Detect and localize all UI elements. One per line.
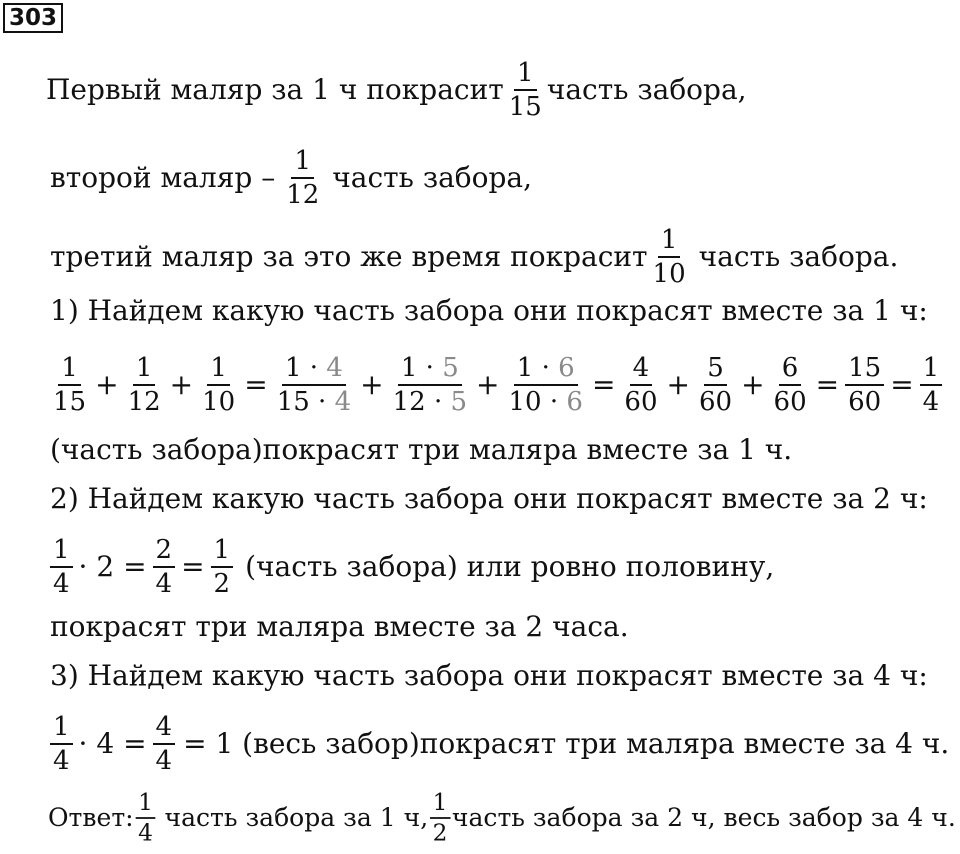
- fraction-1-4: [50, 714, 73, 774]
- numerator: [398, 355, 462, 386]
- multiply-by-two: · 2 =: [78, 550, 147, 583]
- denominator: 15: [508, 92, 542, 122]
- denominator: 60: [624, 387, 658, 417]
- denominator: 10: [652, 259, 686, 289]
- denominator: 4: [155, 746, 173, 776]
- denominator: 4: [155, 569, 173, 599]
- step1-heading: 1) Найдем какую часть забора они покрасят вместе за 1 ч:: [50, 294, 928, 327]
- numerator-base: 1 ·: [516, 353, 550, 383]
- numerator: 1: [211, 537, 234, 568]
- numerator: 1: [514, 60, 537, 91]
- denominator: 60: [698, 387, 733, 417]
- denominator-base: 10 ·: [508, 387, 559, 417]
- multiply-by-four: · 4 =: [78, 727, 147, 760]
- denominator: 10: [202, 387, 236, 417]
- numerator-base: 1 ·: [400, 353, 434, 383]
- step2-equation: [48, 527, 774, 607]
- fraction-6-60: [771, 355, 810, 415]
- equals-sign: =: [244, 368, 268, 401]
- numerator: 1: [50, 714, 73, 745]
- plus-sign: +: [741, 368, 765, 401]
- multiplier: 6: [566, 387, 583, 417]
- plus-sign: +: [666, 368, 690, 401]
- plus-sign: +: [169, 368, 194, 401]
- denominator: 60: [848, 387, 882, 417]
- numerator: 1: [50, 537, 73, 568]
- step2-tail: (часть забора) или ровно половину,: [245, 550, 775, 583]
- intro-line-2: [50, 143, 532, 213]
- multiplier: 5: [450, 387, 468, 417]
- equals-sign: =: [890, 368, 914, 401]
- numerator: [282, 355, 346, 386]
- numerator-base: 1 ·: [284, 353, 319, 383]
- fraction-1-15: [50, 355, 89, 415]
- fraction-expanded-5: [390, 355, 470, 415]
- denominator: 4: [138, 819, 153, 847]
- intro-line-1-tail: часть забора,: [546, 73, 747, 106]
- plus-sign: +: [95, 368, 119, 401]
- multiplier: 4: [326, 353, 343, 383]
- fraction-1-2: [211, 537, 234, 597]
- fraction-4-60: [621, 355, 660, 415]
- fraction-1-2: [430, 791, 450, 845]
- multiplier: 5: [442, 353, 459, 383]
- multiplier: 4: [334, 387, 352, 417]
- numerator: [514, 355, 578, 386]
- denominator-base: 15 ·: [276, 387, 327, 417]
- numerator: 1: [658, 227, 681, 258]
- step2-conclusion: покрасят три маляра вместе за 2 часа.: [50, 610, 629, 643]
- denominator: 4: [53, 746, 70, 776]
- equals-sign: =: [181, 550, 205, 583]
- fraction-1-4: [135, 791, 155, 845]
- answer-part-1: часть забора за 1 ч,: [164, 802, 429, 833]
- intro-line-1-text: Первый маляр за 1 ч покрасит: [46, 73, 504, 106]
- numerator: 2: [153, 537, 176, 568]
- numerator: 1: [291, 148, 314, 179]
- denominator: 60: [773, 387, 807, 417]
- answer-label: Ответ:: [48, 802, 134, 833]
- fraction-2-4: [153, 537, 176, 597]
- denominator: [390, 386, 470, 415]
- plus-sign: +: [476, 368, 500, 401]
- denominator-base: 12 ·: [392, 387, 443, 417]
- intro-line-3-tail: часть забора.: [698, 240, 899, 273]
- step2-heading: 2) Найдем какую часть забора они покрасят вместе за 2 ч:: [50, 482, 928, 515]
- plus-sign: +: [360, 368, 384, 401]
- fraction-15-60: [845, 355, 884, 415]
- intro-line-3-text: третий маляр за это же время покрасит: [50, 240, 648, 273]
- equals-sign: =: [815, 368, 840, 401]
- step1-equation: [48, 345, 944, 425]
- intro-line-2-text: второй маляр –: [50, 161, 276, 194]
- denominator: [274, 386, 354, 415]
- fraction-1-4: [920, 355, 943, 415]
- numerator: 6: [779, 355, 802, 386]
- fraction-1-12: [125, 355, 164, 415]
- step3-heading: 3) Найдем какую часть забора они покрасят вместе за 4 ч:: [50, 659, 928, 692]
- numerator: 1: [58, 355, 81, 386]
- step3-equation: [48, 704, 949, 784]
- problem-number: 303: [3, 3, 63, 33]
- numerator: 1: [133, 355, 156, 386]
- step1-conclusion: (часть забора)покрасят три маляра вместе за 1 ч.: [50, 433, 793, 466]
- fraction-1-4: [50, 537, 73, 597]
- numerator: 4: [630, 355, 653, 386]
- fraction-1-10: [199, 355, 238, 415]
- numerator: 15: [845, 355, 884, 386]
- fraction-1-10: [650, 227, 689, 287]
- fraction-expanded-4: [274, 355, 354, 415]
- denominator: 2: [432, 819, 448, 847]
- denominator: [506, 386, 586, 415]
- multiplier: 6: [558, 353, 575, 383]
- step3-tail: = 1 (весь забор)покрасят три маляра вместе за 4 ч.: [183, 727, 950, 760]
- numerator: 1: [430, 791, 450, 819]
- equals-sign: =: [591, 368, 616, 401]
- denominator: 2: [213, 569, 231, 599]
- denominator: 4: [922, 387, 940, 417]
- fraction-5-60: [696, 355, 735, 415]
- intro-line-1: [46, 55, 747, 125]
- numerator: 1: [207, 355, 230, 386]
- numerator: 4: [153, 714, 176, 745]
- denominator: 4: [53, 569, 70, 599]
- numerator: 1: [135, 791, 155, 819]
- denominator: 12: [127, 387, 161, 417]
- intro-line-2-tail: часть забора,: [332, 161, 533, 194]
- denominator: 15: [53, 387, 87, 417]
- intro-line-3: [50, 222, 898, 292]
- fraction-4-4: [153, 714, 176, 774]
- denominator: 12: [286, 180, 320, 210]
- numerator: 5: [704, 355, 727, 386]
- fraction-1-12: [283, 148, 322, 208]
- answer-part-2: часть забора за 2 ч, весь забор за 4 ч.: [451, 802, 956, 833]
- fraction-expanded-6: [506, 355, 586, 415]
- fraction-1-15: [506, 60, 545, 120]
- answer-line: [48, 786, 956, 850]
- numerator: 1: [920, 355, 943, 386]
